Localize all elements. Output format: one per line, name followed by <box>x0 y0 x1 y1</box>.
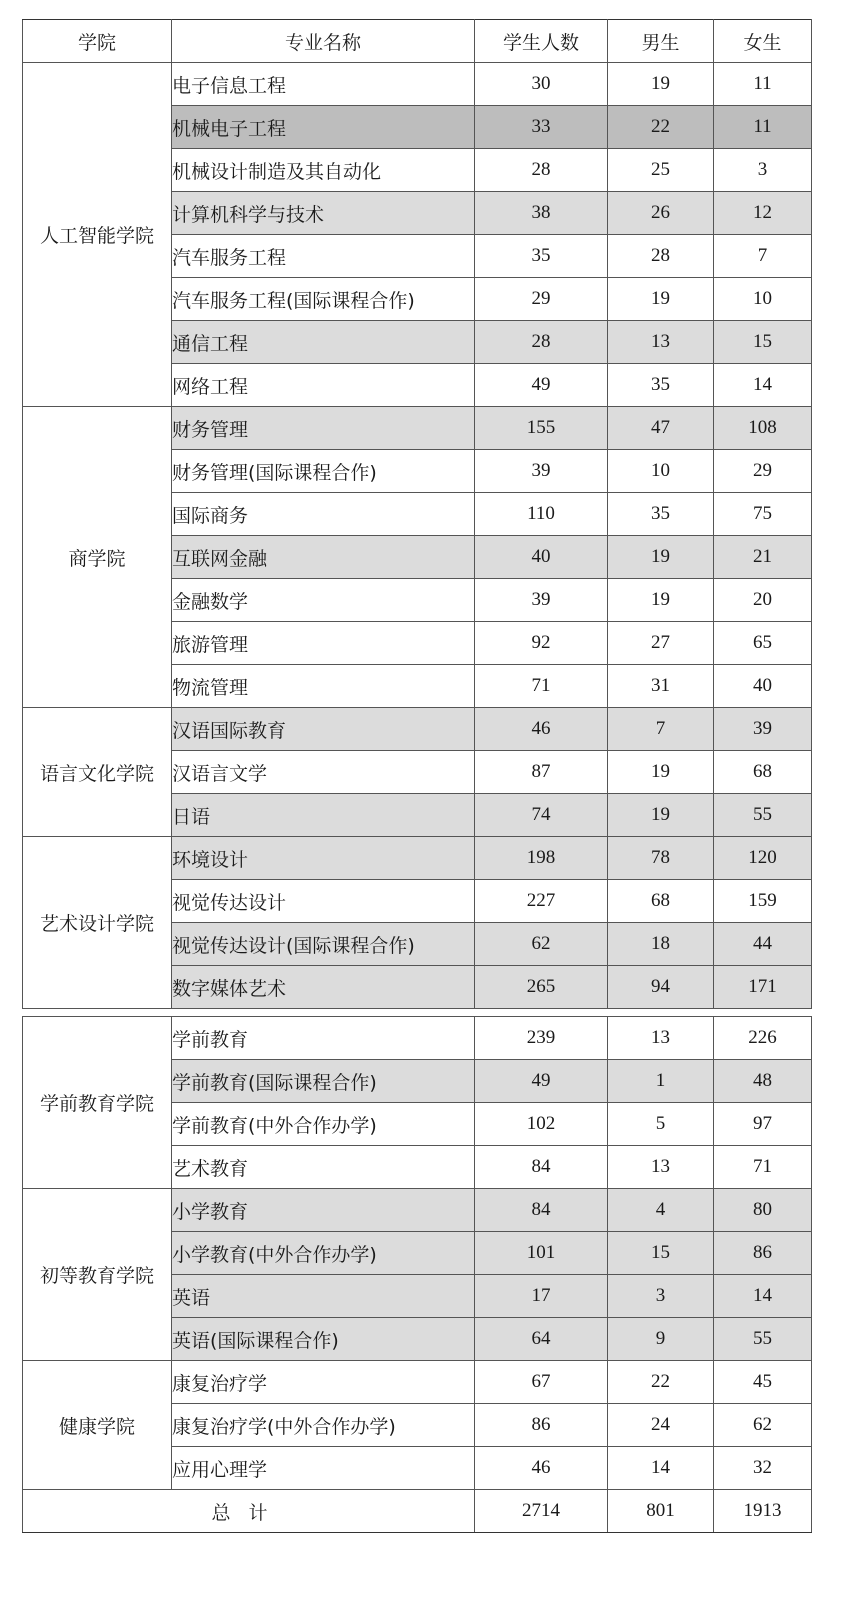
female-count-cell: 108 <box>714 407 812 450</box>
student-count-cell: 40 <box>475 536 608 579</box>
female-count-cell: 11 <box>714 106 812 149</box>
student-count-cell: 101 <box>475 1232 608 1275</box>
female-count-cell: 14 <box>714 364 812 407</box>
student-table-container <box>22 19 811 1533</box>
student-count-cell: 67 <box>475 1361 608 1404</box>
table-row <box>23 63 812 106</box>
male-count-cell: 22 <box>608 106 714 149</box>
major-name-cell: 机械设计制造及其自动化 <box>172 149 475 192</box>
student-count-cell: 62 <box>475 923 608 966</box>
section-gap <box>23 1009 812 1017</box>
major-name-cell: 小学教育(中外合作办学) <box>172 1232 475 1275</box>
student-count-cell: 38 <box>475 192 608 235</box>
major-name-cell: 视觉传达设计(国际课程合作) <box>172 923 475 966</box>
major-name-cell: 电子信息工程 <box>172 63 475 106</box>
major-name-cell: 学前教育(中外合作办学) <box>172 1103 475 1146</box>
student-count-cell: 84 <box>475 1146 608 1189</box>
female-count-cell: 48 <box>714 1060 812 1103</box>
section-gap-row <box>23 1009 812 1017</box>
male-count-cell: 13 <box>608 1146 714 1189</box>
major-name-cell: 康复治疗学 <box>172 1361 475 1404</box>
male-count-cell: 7 <box>608 708 714 751</box>
student-count-cell: 39 <box>475 450 608 493</box>
male-count-cell: 14 <box>608 1447 714 1490</box>
student-count-cell: 86 <box>475 1404 608 1447</box>
student-count-cell: 46 <box>475 1447 608 1490</box>
major-name-cell: 财务管理 <box>172 407 475 450</box>
male-count-cell: 25 <box>608 149 714 192</box>
student-count-cell: 64 <box>475 1318 608 1361</box>
student-count-cell: 84 <box>475 1189 608 1232</box>
student-count-cell: 39 <box>475 579 608 622</box>
female-count-cell: 55 <box>714 794 812 837</box>
major-name-cell: 艺术教育 <box>172 1146 475 1189</box>
student-count-cell: 33 <box>475 106 608 149</box>
male-count-cell: 1 <box>608 1060 714 1103</box>
major-name-cell: 机械电子工程 <box>172 106 475 149</box>
female-count-cell: 3 <box>714 149 812 192</box>
male-count-cell: 24 <box>608 1404 714 1447</box>
major-name-cell: 汽车服务工程 <box>172 235 475 278</box>
female-count-cell: 97 <box>714 1103 812 1146</box>
table-row <box>23 407 812 450</box>
major-name-cell: 互联网金融 <box>172 536 475 579</box>
male-count-cell: 19 <box>608 536 714 579</box>
male-count-cell: 22 <box>608 1361 714 1404</box>
major-name-cell: 学前教育(国际课程合作) <box>172 1060 475 1103</box>
male-count-cell: 4 <box>608 1189 714 1232</box>
table-row <box>23 1361 812 1404</box>
female-count-cell: 29 <box>714 450 812 493</box>
male-count-cell: 68 <box>608 880 714 923</box>
male-count-cell: 19 <box>608 751 714 794</box>
female-count-cell: 10 <box>714 278 812 321</box>
male-count-cell: 3 <box>608 1275 714 1318</box>
table-row <box>23 1189 812 1232</box>
female-count-cell: 15 <box>714 321 812 364</box>
female-count-cell: 68 <box>714 751 812 794</box>
male-count-cell: 19 <box>608 63 714 106</box>
total-male-count: 801 <box>608 1490 714 1533</box>
major-name-cell: 日语 <box>172 794 475 837</box>
male-count-cell: 18 <box>608 923 714 966</box>
female-count-cell: 12 <box>714 192 812 235</box>
female-count-cell: 65 <box>714 622 812 665</box>
male-count-cell: 19 <box>608 794 714 837</box>
female-count-cell: 14 <box>714 1275 812 1318</box>
student-count-cell: 35 <box>475 235 608 278</box>
college-name-cell: 健康学院 <box>23 1361 172 1490</box>
female-count-cell: 86 <box>714 1232 812 1275</box>
female-count-cell: 21 <box>714 536 812 579</box>
major-name-cell: 视觉传达设计 <box>172 880 475 923</box>
major-name-cell: 金融数学 <box>172 579 475 622</box>
female-count-cell: 45 <box>714 1361 812 1404</box>
student-count-cell: 28 <box>475 321 608 364</box>
student-count-cell: 74 <box>475 794 608 837</box>
total-label: 总计 <box>23 1490 475 1533</box>
female-count-cell: 80 <box>714 1189 812 1232</box>
major-name-cell: 汉语国际教育 <box>172 708 475 751</box>
female-count-cell: 39 <box>714 708 812 751</box>
student-count-cell: 110 <box>475 493 608 536</box>
college-name-cell: 艺术设计学院 <box>23 837 172 1009</box>
female-count-cell: 7 <box>714 235 812 278</box>
total-row <box>23 1490 812 1533</box>
female-count-cell: 120 <box>714 837 812 880</box>
student-count-cell: 198 <box>475 837 608 880</box>
table-row <box>23 837 812 880</box>
major-name-cell: 物流管理 <box>172 665 475 708</box>
student-count-cell: 49 <box>475 1060 608 1103</box>
student-count-cell: 49 <box>475 364 608 407</box>
male-count-cell: 19 <box>608 278 714 321</box>
student-count-cell: 71 <box>475 665 608 708</box>
male-count-cell: 15 <box>608 1232 714 1275</box>
male-count-cell: 31 <box>608 665 714 708</box>
college-name-cell: 初等教育学院 <box>23 1189 172 1361</box>
female-count-cell: 20 <box>714 579 812 622</box>
student-enrollment-table <box>22 19 812 1533</box>
major-name-cell: 学前教育 <box>172 1017 475 1060</box>
student-count-cell: 239 <box>475 1017 608 1060</box>
college-name-cell: 人工智能学院 <box>23 63 172 407</box>
major-name-cell: 旅游管理 <box>172 622 475 665</box>
male-count-cell: 26 <box>608 192 714 235</box>
male-count-cell: 5 <box>608 1103 714 1146</box>
female-count-cell: 75 <box>714 493 812 536</box>
female-count-cell: 44 <box>714 923 812 966</box>
table-row <box>23 1017 812 1060</box>
male-count-cell: 9 <box>608 1318 714 1361</box>
male-count-cell: 78 <box>608 837 714 880</box>
header-male: 男生 <box>608 20 714 63</box>
male-count-cell: 28 <box>608 235 714 278</box>
major-name-cell: 环境设计 <box>172 837 475 880</box>
student-count-cell: 92 <box>475 622 608 665</box>
student-count-cell: 155 <box>475 407 608 450</box>
major-name-cell: 英语(国际课程合作) <box>172 1318 475 1361</box>
total-student-count: 2714 <box>475 1490 608 1533</box>
female-count-cell: 32 <box>714 1447 812 1490</box>
college-name-cell: 语言文化学院 <box>23 708 172 837</box>
major-name-cell: 英语 <box>172 1275 475 1318</box>
female-count-cell: 62 <box>714 1404 812 1447</box>
female-count-cell: 40 <box>714 665 812 708</box>
male-count-cell: 13 <box>608 1017 714 1060</box>
female-count-cell: 11 <box>714 63 812 106</box>
student-count-cell: 227 <box>475 880 608 923</box>
major-name-cell: 汽车服务工程(国际课程合作) <box>172 278 475 321</box>
major-name-cell: 汉语言文学 <box>172 751 475 794</box>
major-name-cell: 网络工程 <box>172 364 475 407</box>
major-name-cell: 应用心理学 <box>172 1447 475 1490</box>
table-row <box>23 708 812 751</box>
student-count-cell: 102 <box>475 1103 608 1146</box>
student-count-cell: 30 <box>475 63 608 106</box>
header-major: 专业名称 <box>172 20 475 63</box>
major-name-cell: 康复治疗学(中外合作办学) <box>172 1404 475 1447</box>
student-count-cell: 29 <box>475 278 608 321</box>
student-count-cell: 28 <box>475 149 608 192</box>
major-name-cell: 财务管理(国际课程合作) <box>172 450 475 493</box>
table-body <box>23 63 812 1533</box>
major-name-cell: 国际商务 <box>172 493 475 536</box>
major-name-cell: 数字媒体艺术 <box>172 966 475 1009</box>
male-count-cell: 27 <box>608 622 714 665</box>
header-female: 女生 <box>714 20 812 63</box>
female-count-cell: 226 <box>714 1017 812 1060</box>
college-name-cell: 商学院 <box>23 407 172 708</box>
male-count-cell: 19 <box>608 579 714 622</box>
total-female-count: 1913 <box>714 1490 812 1533</box>
male-count-cell: 94 <box>608 966 714 1009</box>
student-count-cell: 17 <box>475 1275 608 1318</box>
female-count-cell: 71 <box>714 1146 812 1189</box>
male-count-cell: 35 <box>608 364 714 407</box>
student-count-cell: 265 <box>475 966 608 1009</box>
female-count-cell: 55 <box>714 1318 812 1361</box>
student-count-cell: 87 <box>475 751 608 794</box>
male-count-cell: 10 <box>608 450 714 493</box>
major-name-cell: 计算机科学与技术 <box>172 192 475 235</box>
header-student-count: 学生人数 <box>475 20 608 63</box>
major-name-cell: 通信工程 <box>172 321 475 364</box>
male-count-cell: 35 <box>608 493 714 536</box>
header-row <box>23 20 812 63</box>
major-name-cell: 小学教育 <box>172 1189 475 1232</box>
student-count-cell: 46 <box>475 708 608 751</box>
header-college: 学院 <box>23 20 172 63</box>
female-count-cell: 171 <box>714 966 812 1009</box>
male-count-cell: 47 <box>608 407 714 450</box>
college-name-cell: 学前教育学院 <box>23 1017 172 1189</box>
female-count-cell: 159 <box>714 880 812 923</box>
male-count-cell: 13 <box>608 321 714 364</box>
